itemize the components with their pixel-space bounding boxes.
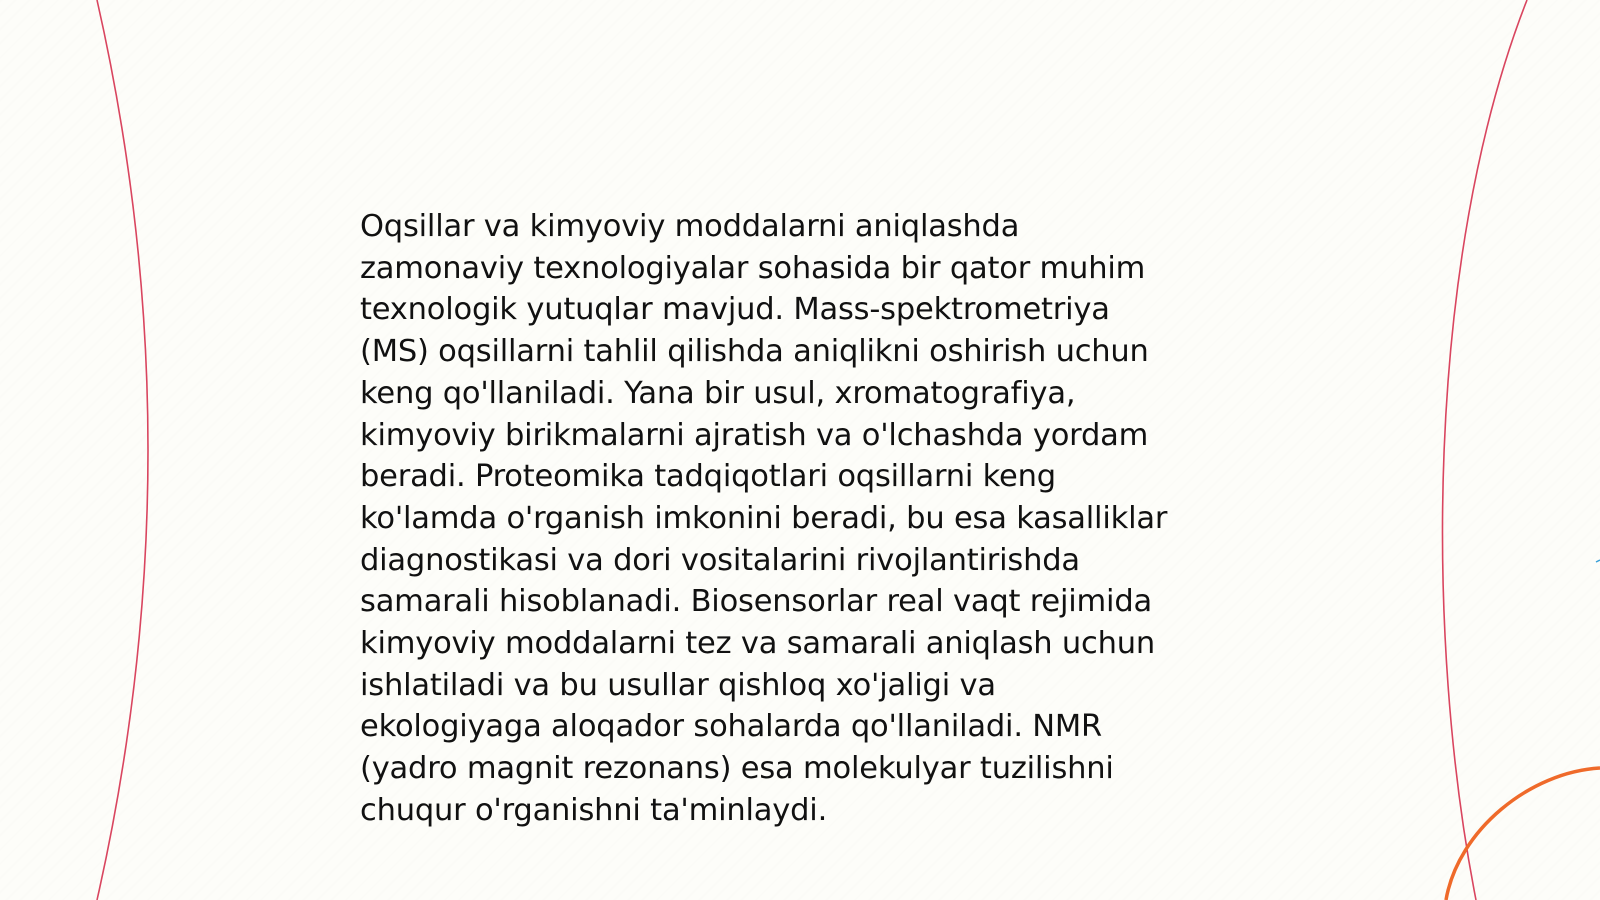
paragraph-line: beradi. Proteomika tadqiqotlari oqsillarni keng [360, 459, 1056, 495]
accent-arc [1446, 768, 1600, 900]
paragraph-line: samarali hisoblanadi. Biosensorlar real vaqt rejimida [360, 584, 1152, 620]
paragraph-line: (MS) oqsillarni tahlil qilishda aniqlikni oshirish uchun [360, 334, 1149, 370]
paragraph-line: zamonaviy texnologiyalar sohasida bir qator muhim [360, 250, 1146, 286]
paragraph-line: keng qo'llaniladi. Yana bir usul, xromatografiya, [360, 375, 1076, 411]
paragraph-line: texnologik yutuqlar mavjud. Mass-spektrometriya [360, 292, 1110, 328]
left-curve-line [97, 0, 148, 900]
paragraph-line: diagnostikasi va dori vositalarini rivojlantirishda [360, 542, 1080, 578]
paragraph-line: kimyoviy moddalarni tez va samarali aniqlash uchun [360, 626, 1156, 662]
paragraph-line: ishlatiladi va bu usullar qishloq xo'jaligi va [360, 667, 996, 703]
paragraph-line: ko'lamda o'rganish imkonini beradi, bu esa kasalliklar [360, 500, 1168, 536]
paragraph-line: Oqsillar va kimyoviy moddalarni aniqlashda [360, 209, 1020, 244]
edge-tick-mark [1596, 560, 1600, 562]
right-curve-line [1443, 0, 1527, 900]
paragraph-line: ekologiyaga aloqador sohalarda qo'llaniladi. NMR [360, 709, 1103, 745]
paragraph-line: kimyoviy birikmalarni ajratish va o'lchashda yordam [360, 417, 1149, 453]
paragraph-line: chuqur o'rganishni ta'minlaydi. [360, 792, 828, 828]
paragraph-line: (yadro magnit rezonans) esa molekulyar tuzilishni [360, 751, 1114, 787]
body-paragraph [360, 206, 1240, 832]
